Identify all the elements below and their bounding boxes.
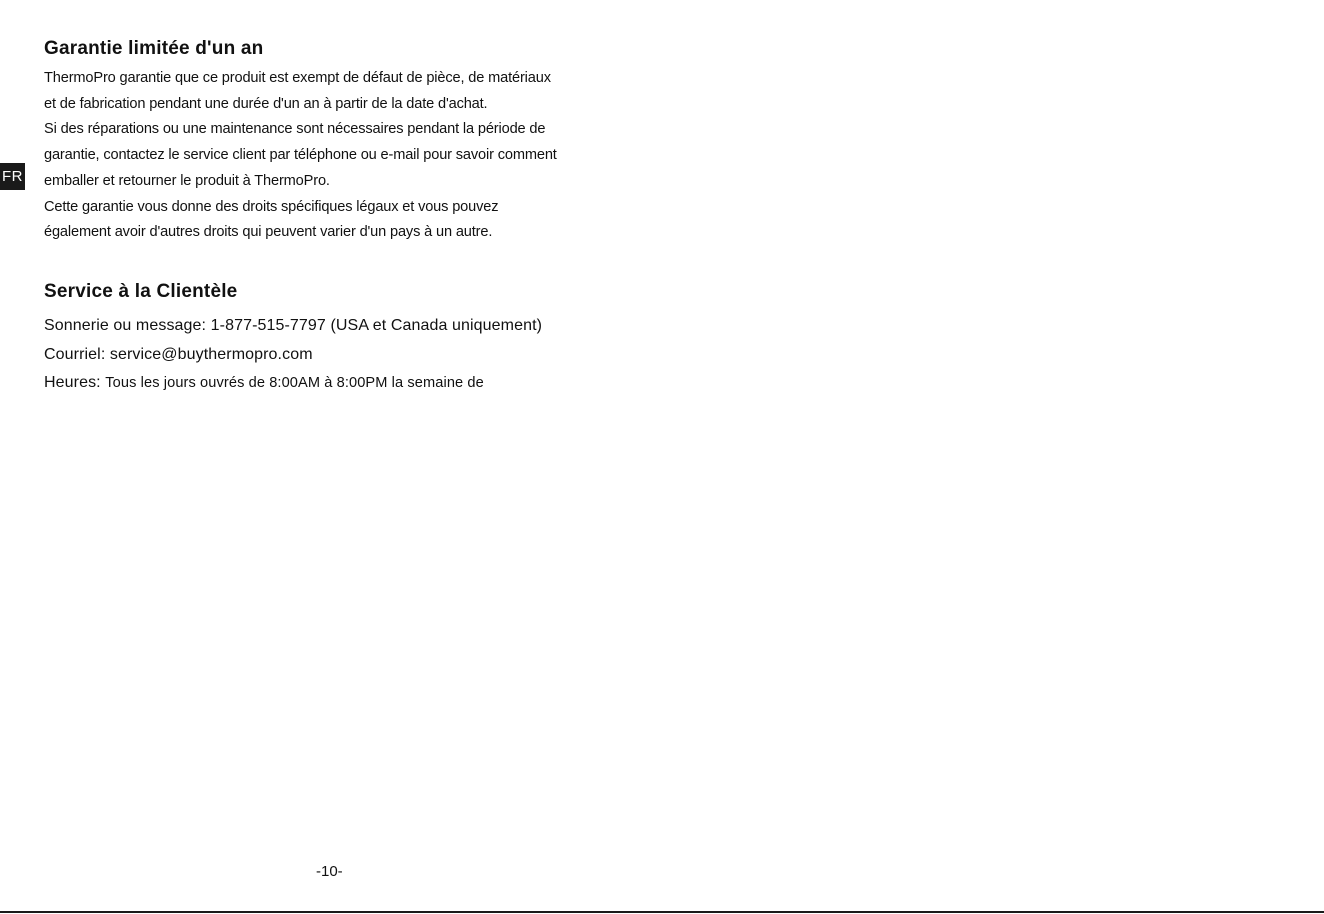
warranty-line: et de fabrication pendant une durée d'un an à partir de la date d'achat.	[44, 95, 488, 112]
hours-value: Tous les jours ouvrés de 8:00AM à 8:00PM la semaine de	[105, 375, 484, 391]
hours-line	[44, 369, 542, 398]
language-tab: FR	[0, 163, 25, 190]
service-title: Service à la Clientèle	[44, 281, 238, 302]
warranty-line: garantie, contactez le service client par téléphone ou e-mail pour savoir comment	[44, 147, 557, 164]
service-section	[44, 312, 542, 398]
hours-label: Heures:	[44, 374, 101, 391]
email-line: Courriel: service@buythermopro.com	[44, 345, 313, 363]
warranty-line: Si des réparations ou une maintenance sont nécessaires pendant la période de	[44, 121, 546, 138]
page-number: -10-	[316, 863, 343, 880]
warranty-line: Cette garantie vous donne des droits spécifiques légaux et vous pouvez	[44, 198, 499, 215]
warranty-section	[44, 36, 644, 246]
phone-line: Sonnerie ou message: 1-877-515-7797 (USA et Canada uniquement)	[44, 317, 543, 334]
warranty-body	[44, 66, 644, 246]
warranty-line: ThermoPro garantie que ce produit est exempt de défaut de pièce, de matériaux	[44, 70, 551, 86]
bottom-divider	[0, 911, 1324, 913]
warranty-line: également avoir d'autres droits qui peuvent varier d'un pays à un autre.	[44, 224, 493, 241]
warranty-title: Garantie limitée d'un an	[44, 38, 264, 59]
warranty-line: emballer et retourner le produit à ThermoPro.	[44, 172, 330, 189]
